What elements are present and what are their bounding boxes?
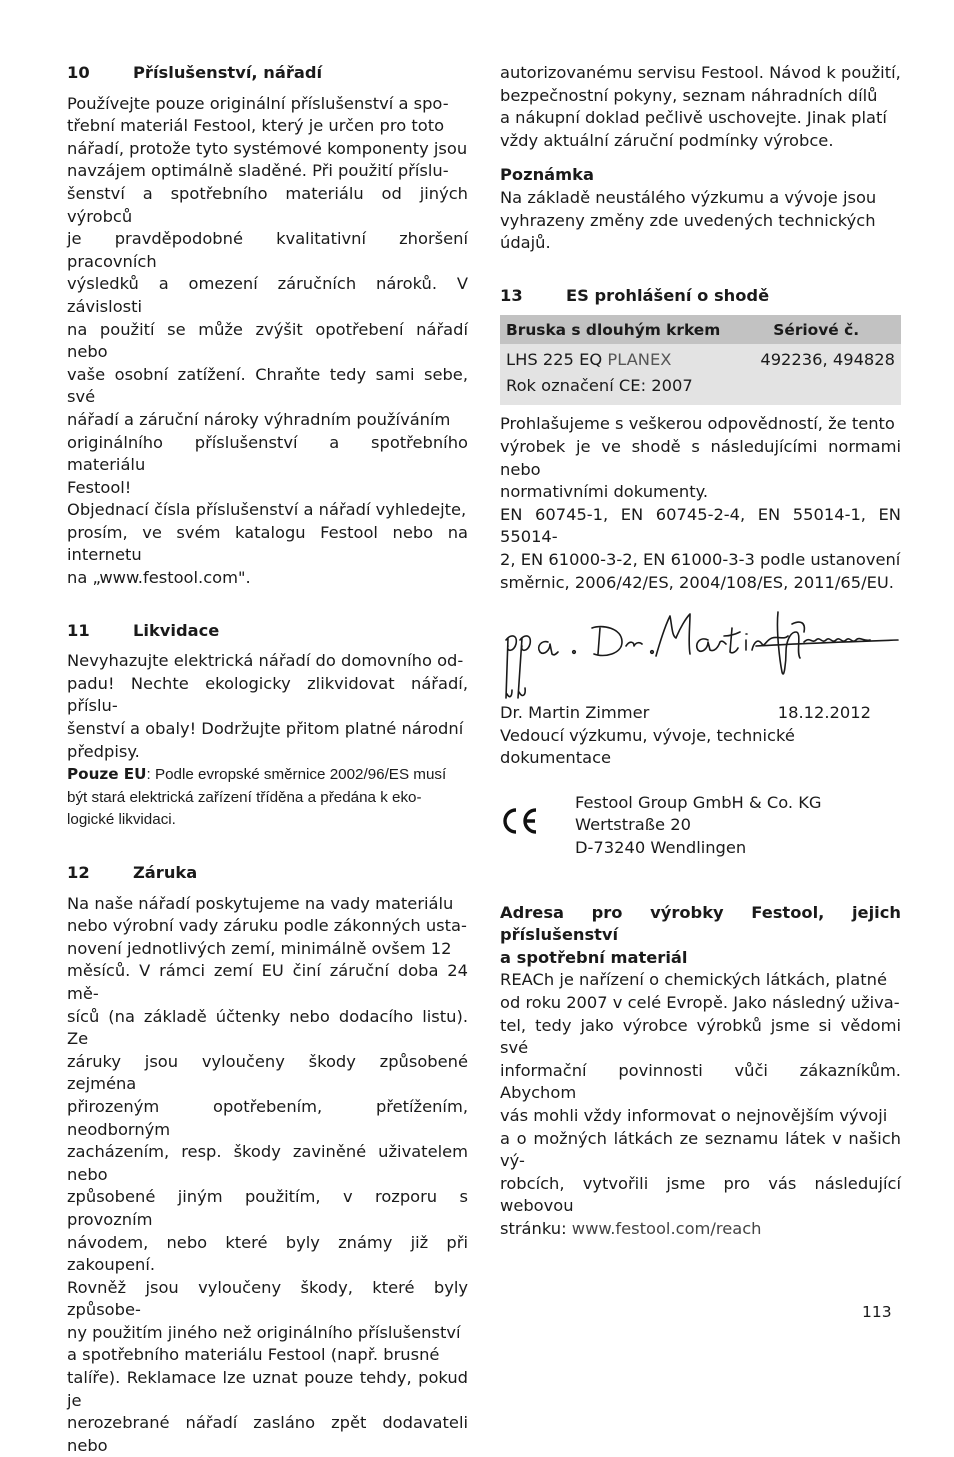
declaration-table bbox=[500, 315, 901, 405]
text-line: způsobené jiným použitím, v rozporu s provozním bbox=[67, 1187, 468, 1229]
text-line: šenství a obaly! Dodržujte přitom platné národní bbox=[67, 719, 464, 739]
section-12-heading bbox=[67, 862, 468, 885]
text-line: normativními dokumenty. bbox=[500, 482, 709, 502]
note-body bbox=[500, 187, 901, 255]
text-line: robcích, vytvořili jsme pro vás následující webovou bbox=[500, 1173, 901, 1216]
text-line: logické likvidaci. bbox=[67, 811, 176, 829]
text-line: originálního příslušenství a spotřebního materiálu bbox=[67, 432, 468, 475]
text-line: na „www.festool.com". bbox=[67, 568, 251, 588]
text-line: údajů. bbox=[500, 233, 551, 253]
text-line: Prohlašujeme s veškerou odpovědností, že tento bbox=[500, 414, 895, 434]
eu-text: : Podle evropské směrnice 2002/96/ES musí bbox=[146, 766, 447, 784]
section-10-title: Příslušenství, nářadí bbox=[133, 63, 323, 82]
text-line: přirozeným opotřebením, přetížením, neodborným bbox=[67, 1096, 468, 1139]
section-12-title: Záruka bbox=[133, 863, 198, 882]
text-line: a o možných látkách ze seznamu látek v našich vý- bbox=[500, 1128, 901, 1171]
text-line: informační povinnosti vůči zákazníkům. Abychom bbox=[500, 1060, 901, 1103]
text-line: padu! Nechte ekologicky zlikvidovat nářadí, příslu- bbox=[67, 673, 468, 716]
text-line: zacházením, resp. škody zaviněné uživatelem nebo bbox=[67, 1142, 468, 1184]
reach-url-link[interactable]: www.festool.com/reach bbox=[571, 1218, 762, 1238]
signer-date: 18.12.2012 bbox=[777, 703, 871, 723]
reach-title-line: a spotřební materiál bbox=[500, 947, 688, 967]
text-line: nerozebrané nářadí zasláno zpět dodavateli nebo bbox=[67, 1413, 468, 1455]
section-11-number: 11 bbox=[67, 620, 90, 640]
serial-number-header: Sériové č. bbox=[743, 315, 901, 344]
section-13-body bbox=[500, 413, 901, 594]
company-street: Wertstraße 20 bbox=[575, 815, 691, 835]
company-city: D-73240 Wendlingen bbox=[575, 838, 747, 858]
text-line: talíře). Reklamace lze uznat pouze tehdy, pokud je bbox=[67, 1368, 468, 1410]
section-10-number: 10 bbox=[67, 63, 90, 82]
eu-label: Pouze EU bbox=[67, 765, 147, 784]
product-model bbox=[500, 344, 743, 373]
text-line: vás mohli vždy informovat o nejnovějším vývoji bbox=[500, 1106, 888, 1125]
text-line: EN 60745-1, EN 60745-2-4, EN 55014-1, EN 55014- bbox=[500, 504, 901, 547]
signer-name: Dr. Martin Zimmer bbox=[500, 703, 650, 723]
ce-year: Rok označení CE: 2007 bbox=[500, 373, 901, 405]
text-line: autorizovanému servisu Festool. Návod k použití, bbox=[500, 63, 901, 82]
section-11-title: Likvidace bbox=[133, 620, 220, 640]
section-11-body bbox=[67, 650, 468, 832]
company-address bbox=[575, 792, 822, 860]
text-line: měsíců. V rámci zemí EU činí záruční doba 24 mě- bbox=[67, 961, 468, 1003]
left-column bbox=[67, 62, 468, 1457]
text-line: šenství a spotřebního materiálu od jiných výrobců bbox=[67, 183, 468, 226]
text-line: REACh je nařízení o chemických látkách, platné bbox=[500, 970, 887, 990]
text-line: Nevyhazujte elektrická nářadí do domovního od- bbox=[67, 651, 464, 671]
text-line: návodem, nebo které byly známy již při zakoupení. bbox=[67, 1232, 468, 1275]
page-number: 113 bbox=[862, 1303, 892, 1321]
text-line: prosím, ve svém katalogu Festool nebo na internetu bbox=[67, 522, 468, 565]
text-line: je pravděpodobné kvalitativní zhoršení pracovních bbox=[67, 229, 468, 271]
text-line: a spotřebního materiálu Festool (např. brusné bbox=[67, 1345, 440, 1365]
signature-image bbox=[500, 602, 901, 702]
text-line: Používejte pouze originální příslušenství a spo- bbox=[67, 93, 449, 113]
table-row bbox=[500, 344, 901, 373]
text-line: nebo výrobní vady záruku podle zákonných usta- bbox=[67, 916, 467, 936]
ce-mark-icon bbox=[500, 792, 575, 860]
text-line: výsledků a omezení záručních nároků. V závislosti bbox=[67, 274, 468, 316]
text-line: předpisy. bbox=[67, 741, 140, 761]
text-line: Na naše nářadí poskytujeme na vady materiálu bbox=[67, 893, 454, 913]
text-line: vaše osobní zatížení. Chraňte tedy sami sebe, své bbox=[67, 364, 468, 407]
note-title: Poznámka bbox=[500, 165, 594, 185]
text-line: navzájem optimálně sladěné. Při použití příslu- bbox=[67, 161, 449, 181]
text-line: bezpečnostní pokyny, seznam náhradních dílů bbox=[500, 85, 878, 105]
text-line: vyhrazeny změny zde uvedených technických bbox=[500, 210, 876, 230]
text-line: záruky jsou vyloučeny škody způsobené zejména bbox=[67, 1051, 468, 1094]
section-13-heading bbox=[500, 285, 901, 308]
serial-numbers: 492236, 494828 bbox=[743, 344, 901, 373]
section-12-body bbox=[67, 893, 468, 1457]
section-12-number: 12 bbox=[67, 863, 90, 882]
text-line: být stará elektrická zařízení tříděna a předána k eko- bbox=[67, 788, 422, 806]
section-10-body bbox=[67, 93, 468, 590]
signer-line bbox=[500, 702, 901, 725]
text-line: směrnic, 2006/42/ES, 2004/108/ES, 2011/65/EU. bbox=[500, 572, 894, 592]
text-line: 2, EN 61000-3-2, EN 61000-3-3 podle ustanovení bbox=[500, 549, 901, 569]
text-line: vždy aktuální záruční podmínky výrobce. bbox=[500, 130, 834, 150]
product-type-header: Bruska s dlouhým krkem bbox=[500, 315, 743, 344]
eu-notice-line bbox=[67, 763, 468, 787]
text-line bbox=[500, 1218, 901, 1241]
declaration-table-header bbox=[500, 315, 901, 344]
reach-body bbox=[500, 969, 901, 1240]
section-13-number: 13 bbox=[500, 285, 523, 305]
text-line: Rovněž jsou vyloučeny škody, které byly způsobe- bbox=[67, 1277, 468, 1320]
text-line: na použití se může zvýšit opotřebení nářadí nebo bbox=[67, 319, 468, 362]
reach-title-line: Adresa pro výrobky Festool, jejich příslušenství bbox=[500, 902, 901, 945]
text-line: Na základě neustálého výzkumu a vývoje jsou bbox=[500, 187, 877, 207]
section-11-heading bbox=[67, 620, 468, 643]
text-line: třební materiál Festool, který je určen pro toto bbox=[67, 116, 445, 136]
table-row bbox=[500, 373, 901, 405]
reach-url-prefix: stránku: bbox=[500, 1218, 572, 1238]
text-line: výrobek je ve shodě s následujícími normami nebo bbox=[500, 436, 901, 479]
company-name: Festool Group GmbH & Co. KG bbox=[575, 792, 822, 812]
text-line: nářadí, protože tyto systémové komponenty jsou bbox=[67, 138, 468, 158]
model-prefix: LHS 225 EQ bbox=[506, 350, 603, 370]
text-line: od roku 2007 v celé Evropě. Jako následný uživa- bbox=[500, 993, 900, 1013]
text-line: tel, tedy jako výrobce výrobků jsme si vědomi své bbox=[500, 1015, 901, 1058]
text-line: Festool! bbox=[67, 477, 132, 497]
text-line: novení jednotlivých zemí, minimálně ovšem 12 bbox=[67, 938, 452, 958]
text-line: nářadí a záruční nároky výhradním používáním bbox=[67, 409, 451, 429]
text-line: Objednací čísla příslušenství a nářadí vyhledejte, bbox=[67, 500, 467, 520]
company-block bbox=[500, 792, 901, 860]
signer-role: Vedoucí výzkumu, vývoje, technické dokumentace bbox=[500, 725, 795, 768]
model-suffix: PLANEX bbox=[607, 350, 672, 370]
right-column bbox=[500, 62, 901, 1241]
section-13-title: ES prohlášení o shodě bbox=[566, 285, 770, 305]
text-line: ny použitím jiného než originálního příslušenství bbox=[67, 1322, 461, 1342]
section-10-heading bbox=[67, 62, 468, 85]
text-line: a nákupní doklad pečlivě uschovejte. Jinak platí bbox=[500, 108, 887, 128]
section-12-continued bbox=[500, 62, 901, 152]
text-line: síců (na základě účtenky nebo dodacího listu). Ze bbox=[67, 1006, 468, 1049]
